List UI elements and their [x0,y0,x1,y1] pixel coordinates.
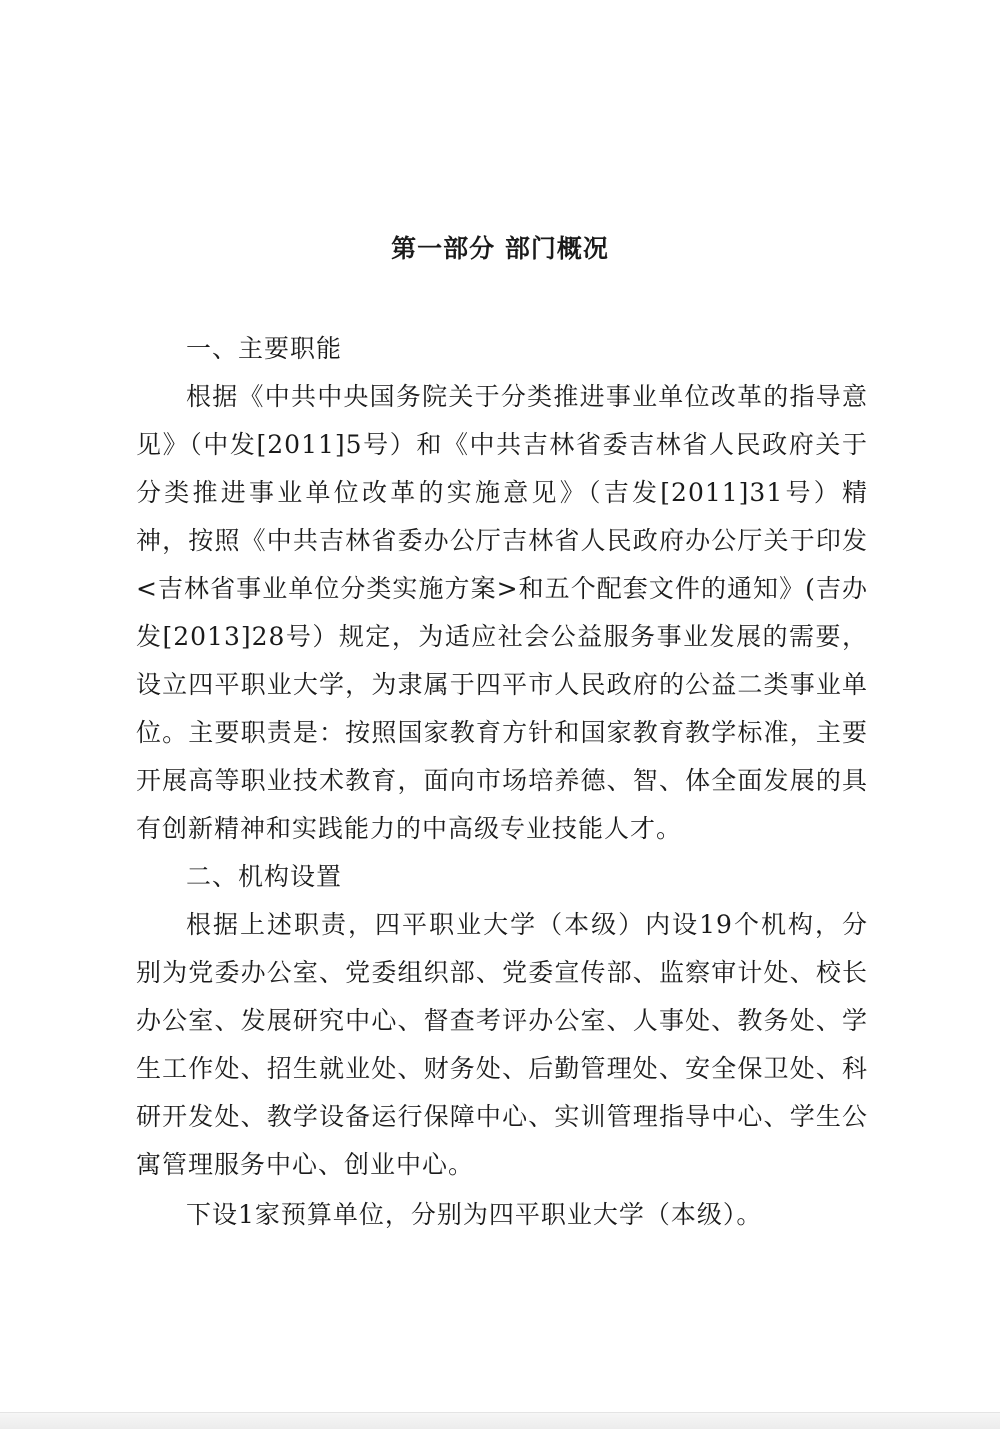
page-title: 第一部分 部门概况 [391,234,609,263]
document-body [136,325,868,1239]
section-heading-organization: 二、机构设置 [186,862,343,891]
page-bottom-edge [0,1412,1000,1429]
paragraph-main-functions: 根据《中共中央国务院关于分类推进事业单位改革的指导意见》（中发[2011]5号）和《中共吉林省委吉林省人民政府关于分类推进事业单位改革的实施意见》（吉发[2011]31号）精神，按照《中共吉林省委办公厅吉林省人民政府办公厅关于印发<吉林省事业单位分类实施方案>和五个配套文件的通知》(吉办发[2013]28号）规定，为适应社会公益服务事业发展的需要，设立四平职业大学，为隶属于四平市人民政府的公益二类事业单位。主要职责是：按照国家教育方针和国家教育教学标准，主要开展高等职业技术教育，面向市场培养德、智、体全面发展的具有创新精神和实践能力的中高级专业技能人才。 [136,382,868,843]
section-heading-main-functions: 一、主要职能 [186,334,343,363]
paragraph-organization: 根据上述职责，四平职业大学（本级）内设19个机构，分别为党委办公室、党委组织部、党委宣传部、监察审计处、校长办公室、发展研究中心、督查考评办公室、人事处、教务处、学生工作处、招生就业处、财务处、后勤管理处、安全保卫处、科研开发处、教学设备运行保障中心、实训管理指导中心、学生公寓管理服务中心、创业中心。 [136,910,868,1179]
paragraph-budget-units: 下设1家预算单位，分别为四平职业大学（本级）。 [186,1200,763,1229]
